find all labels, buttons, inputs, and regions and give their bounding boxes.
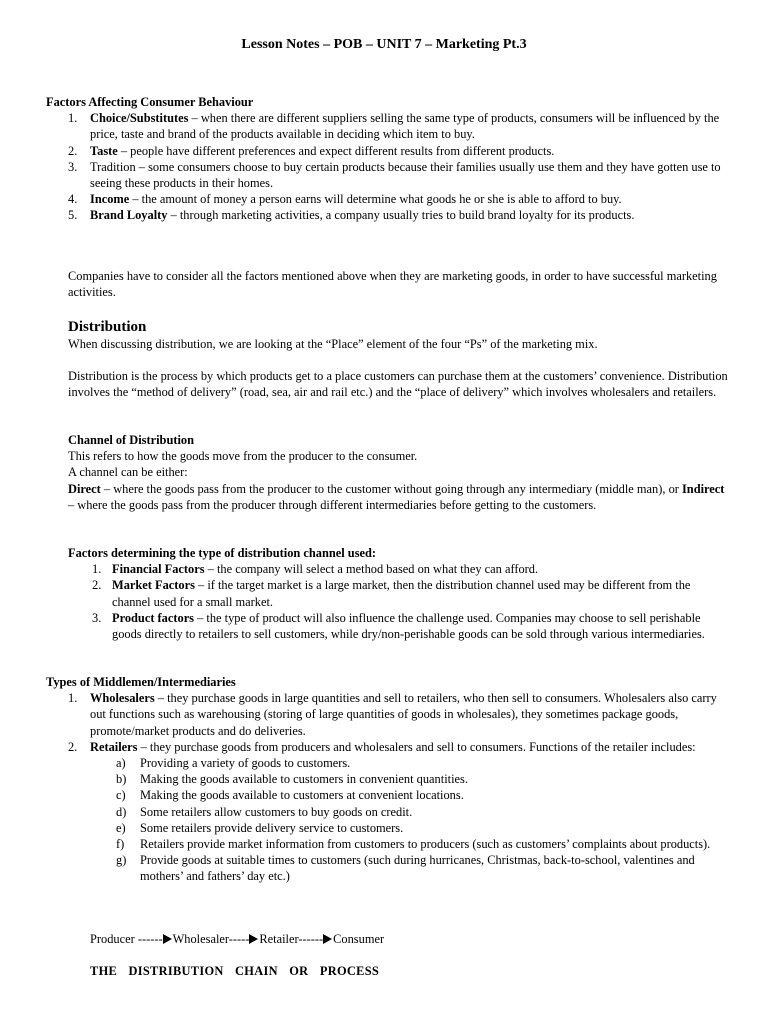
consumer-behaviour-section	[46, 94, 728, 224]
middlemen-heading: Types of Middlemen/Intermediaries	[46, 675, 236, 689]
list-item: 3. Product factors – the type of product will also influence the challenge used. Companies may choose to sell perishable goods directly to retailers to sell customers, while dry/non-perishable goods can be sold through various intermediaries.	[92, 610, 705, 642]
distribution-intro: When discussing distribution, we are looking at the “Place” element of the four “Ps” of the marketing mix.	[68, 337, 598, 351]
list-item: 4. Income – the amount of money a person earns will determine what goods he or she is able to afford to buy.	[68, 192, 622, 207]
distribution-chain	[90, 931, 690, 947]
list-item: 3. Tradition – some consumers choose to buy certain products because their families usually use them and they have gotten use to seeing these products in their homes.	[68, 159, 721, 191]
middlemen-section	[46, 674, 728, 885]
chain-consumer: Consumer	[333, 932, 385, 946]
middlemen-list	[46, 690, 728, 755]
list-item: e) Some retailers provide delivery service to customers.	[116, 820, 404, 835]
channel-types-paragraph: Direct – where the goods pass from the producer to the customer without going through any intermediary (middle man), or Indirect – where the goods pass from the producer through different intermediaries before getting to the customers.	[68, 481, 725, 512]
list-item: d) Some retailers allow customers to buy goods on credit.	[116, 804, 413, 819]
chain-wholesaler: Wholesaler-----	[172, 932, 250, 946]
right-arrow-icon	[163, 934, 172, 944]
channel-heading: Channel of Distribution	[68, 433, 194, 447]
channel-factors-section	[68, 545, 728, 642]
list-item: b) Making the goods available to customers in convenient quantities.	[116, 772, 468, 787]
list-item: 1. Wholesalers – they purchase goods in large quantities and sell to retailers, who then sell to consumers. Wholesalers also carry out functions such as warehousing (storing of large quantities of goods in wholesales), they sometimes package goods, promote/market products and do deliveries.	[68, 691, 717, 738]
retailer-functions-list	[46, 755, 728, 885]
consumer-behaviour-heading: Factors Affecting Consumer Behaviour	[46, 95, 254, 109]
channel-section	[68, 432, 728, 513]
list-item: f) Retailers provide market information from customers to producers (such as customers’ complaints about products).	[116, 837, 711, 852]
distribution-chain-caption: THE DISTRIBUTION CHAIN OR PROCESS	[90, 964, 380, 978]
page-title: Lesson Notes – POB – UNIT 7 – Marketing Pt.3	[241, 37, 527, 52]
channel-factors-heading: Factors determining the type of distribution channel used:	[68, 546, 377, 560]
list-item: 1. Financial Factors – the company will select a method based on what they can afford.	[92, 562, 539, 577]
distribution-definition: Distribution is the process by which products get to a place customers can purchase them at the customers’ convenience. Distribution involves the “method of delivery” (road, sea, air and rail etc.) and the “place of delivery” which involves wholesalers and retailers.	[68, 369, 728, 400]
distribution-chain-flow	[90, 931, 690, 947]
consumer-factors-list	[46, 110, 728, 223]
list-item: a) Providing a variety of goods to customers.	[116, 756, 351, 771]
channel-line-1: This refers to how the goods move from the producer to the consumer.	[68, 449, 418, 464]
list-item: 2. Taste – people have different preferences and expect different results from different products.	[68, 143, 555, 158]
list-item: 1. Choice/Substitutes – when there are different suppliers selling the same type of products, consumers will be influenced by the price, taste and brand of the products available in deciding which item to buy.	[68, 111, 720, 142]
channel-line-2: A channel can be either:	[68, 465, 188, 480]
chain-retailer: Retailer------	[259, 932, 324, 946]
right-arrow-icon	[323, 934, 332, 944]
distribution-heading: Distribution	[68, 319, 147, 335]
list-item: 5. Brand Loyalty – through marketing activities, a company usually tries to build brand loyalty for its products.	[68, 208, 635, 223]
channel-factors-list	[68, 561, 728, 642]
list-item: g) Provide goods at suitable times to customers (such during hurricanes, Christmas, back-to-school, valentines and mothers’ and fathers’ day etc.)	[116, 853, 695, 884]
list-item: c) Making the goods available to customers at convenient locations.	[116, 788, 464, 803]
list-item: 2. Market Factors – if the target market is a large market, then the distribution channel used may be different from the channel used for a small market.	[92, 578, 691, 609]
chain-producer: Producer ------	[90, 932, 163, 946]
distribution-section	[68, 318, 728, 352]
consumer-summary: Companies have to consider all the factors mentioned above when they are marketing goods, in order to have successful marketing activities.	[68, 269, 717, 300]
list-item: 2. Retailers – they purchase goods from producers and wholesalers and sell to consumers. Functions of the retailer includes:	[68, 739, 696, 754]
right-arrow-icon	[249, 934, 258, 944]
